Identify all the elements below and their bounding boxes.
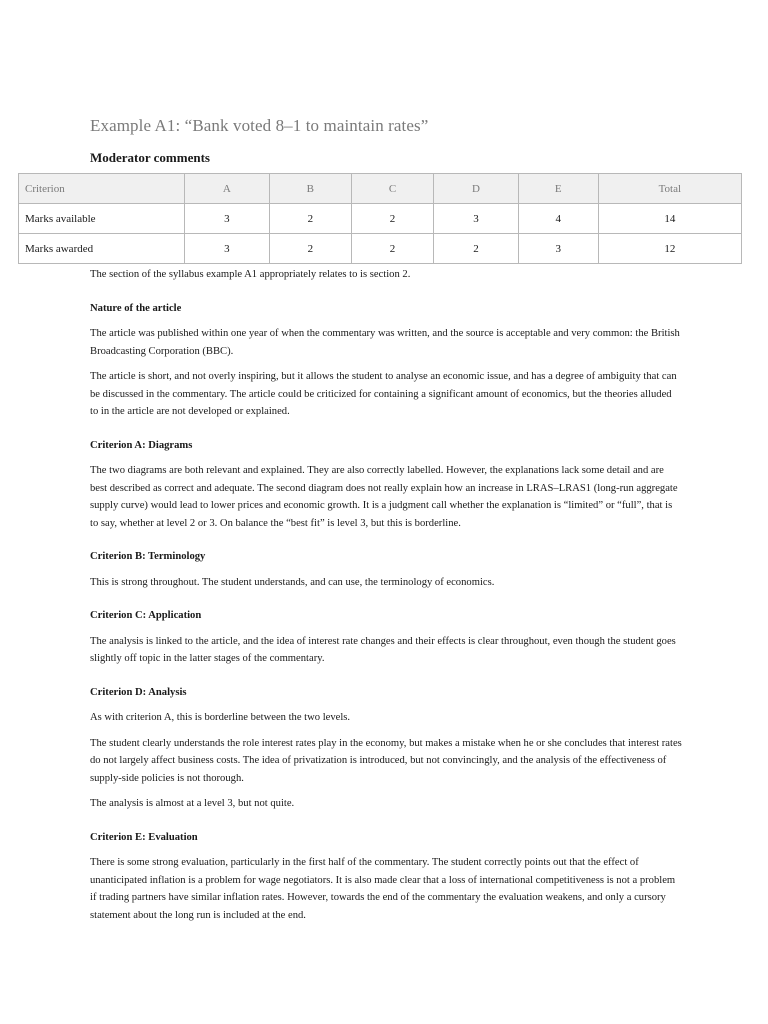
header-criterion: Criterion: [19, 174, 185, 204]
table-cell: 2: [269, 204, 351, 234]
heading-nature: Nature of the article: [90, 302, 182, 314]
table-row: [19, 204, 742, 234]
paragraph: The article is short, and not overly inspiring, but it allows the student to analyse an economic issue, and has a degree of ambiguity that can be discussed in the commentary. The article could be criticized for containing a significant amount of economics, but the theories alluded to in the article are not developed or explained.: [90, 371, 677, 417]
header-total: Total: [598, 174, 741, 204]
table-header-row: [19, 174, 742, 204]
paragraph: The analysis is linked to the article, and the idea of interest rate changes and their effects is clear throughout, even though the student goes slightly off topic in the latter stages of the commentary.: [90, 635, 676, 664]
page-title: Example A1: “Bank voted 8–1 to maintain rates”: [90, 116, 429, 135]
header-e: E: [518, 174, 598, 204]
table-cell: 2: [434, 234, 519, 264]
paragraph: As with criterion A, this is borderline between the two levels.: [90, 712, 351, 723]
header-d: D: [434, 174, 519, 204]
commentary-body: [90, 266, 682, 932]
table-cell: 3: [185, 234, 270, 264]
table-cell: 2: [351, 234, 433, 264]
paragraph: The article was published within one year of when the commentary was written, and the source is acceptable and very common: the British Broadcasting Corporation (BBC).: [90, 328, 680, 357]
table-cell: 3: [185, 204, 270, 234]
table-row: [19, 234, 742, 264]
table-cell: 3: [518, 234, 598, 264]
paragraph: The student clearly understands the role interest rates play in the economy, but makes a mistake when he or she concludes that interest rates do not largely affect business costs. The idea of privatization is introduced, but not convincingly, and the analysis of the effectiveness of supply-side policies is not thorough.: [90, 737, 682, 784]
table-cell: 2: [269, 234, 351, 264]
header-c: C: [351, 174, 433, 204]
table-cell: 3: [434, 204, 519, 234]
heading-criterion-a: Criterion A: Diagrams: [90, 439, 193, 451]
heading-criterion-c: Criterion C: Application: [90, 610, 202, 621]
paragraph: The two diagrams are both relevant and explained. They are also correctly labelled. However, the explanations lack some detail and are best described as correct and adequate. The second diagram does not really explain how an increase in LRAS–LRAS1 (long-run aggregate supply curve) would lead to lower prices and economic growth. It is a judgment call whether the explanation is “limited” or “full”, that is to say, whether at level 2 or 3. On balance the “best fit” is level 3, but this is borderline.: [90, 465, 678, 529]
section-subtitle: Moderator comments: [90, 150, 210, 165]
header-b: B: [269, 174, 351, 204]
paragraph: The analysis is almost at a level 3, but not quite.: [90, 798, 295, 809]
paragraph: There is some strong evaluation, particularly in the first half of the commentary. The student correctly points out that the effect of unanticipated inflation is a problem for wage negotiators. It is also made clear that a loss of international competitiveness is not a problem if trading partners have similar inflation rates. However, towards the end of the commentary the evaluation weakens, and only a cursory statement about the long run is included at the end.: [90, 857, 676, 921]
heading-criterion-e: Criterion E: Evaluation: [90, 831, 198, 843]
row-label: Marks awarded: [19, 234, 185, 264]
header-a: A: [185, 174, 270, 204]
table-cell: 4: [518, 204, 598, 234]
marks-table: [18, 173, 742, 264]
heading-criterion-d: Criterion D: Analysis: [90, 686, 187, 698]
table-cell: 12: [598, 234, 741, 264]
table-cell: 2: [351, 204, 433, 234]
intro-paragraph: The section of the syllabus example A1 appropriately relates to is section 2.: [90, 269, 411, 280]
paragraph: This is strong throughout. The student understands, and can use, the terminology of economics.: [90, 576, 495, 588]
table-cell: 14: [598, 204, 741, 234]
row-label: Marks available: [19, 204, 185, 234]
heading-criterion-b: Criterion B: Terminology: [90, 551, 206, 562]
